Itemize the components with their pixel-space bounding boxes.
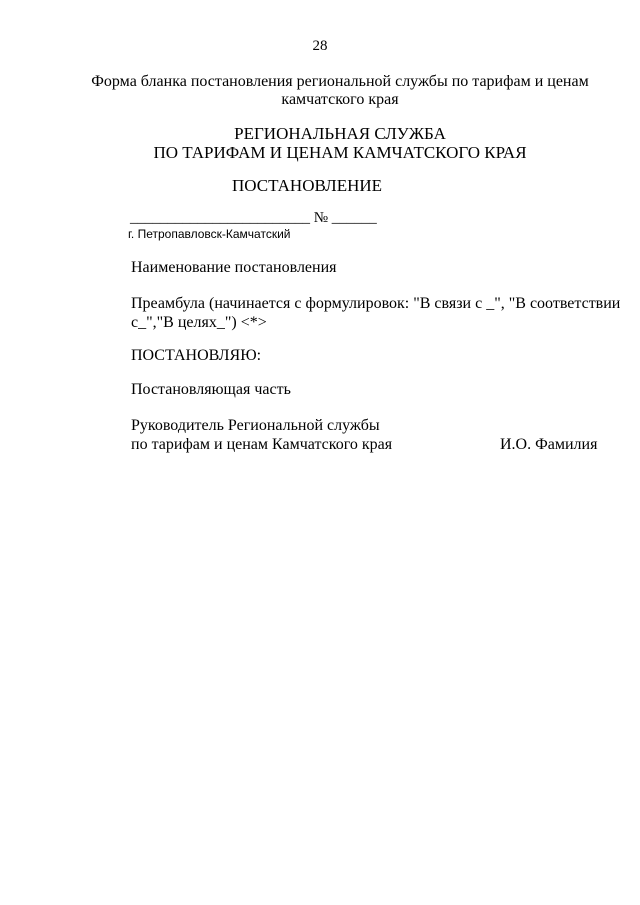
preamble-line-2: с_","В целях_") <*> — [131, 314, 267, 331]
form-title-line-2: камчатского края — [281, 91, 399, 108]
decree-heading: ПОСТАНОВЛЯЮ: — [131, 347, 262, 364]
signer-name: И.О. Фамилия — [500, 436, 598, 453]
resolution-name: Наименование постановления — [131, 259, 337, 276]
form-title — [0, 73, 640, 109]
signer-block — [131, 416, 392, 454]
preamble — [131, 294, 620, 332]
organization-line-2: ПО ТАРИФАМ И ЦЕНАМ КАМЧАТСКОГО КРАЯ — [153, 143, 527, 162]
document-type-heading: ПОСТАНОВЛЕНИЕ — [232, 176, 383, 195]
signer-title-line-2: по тарифам и ценам Камчатского края — [131, 436, 393, 453]
organization-line-1: РЕГИОНАЛЬНАЯ СЛУЖБА — [234, 124, 446, 143]
preamble-line-1: Преамбула (начинается с формулировок: "В связи с _", "В соответствии — [131, 295, 621, 312]
page-number: 28 — [312, 38, 328, 54]
form-title-line-1: Форма бланка постановления региональной службы по тарифам и ценам — [91, 73, 589, 90]
city-label: г. Петропавловск-Камчатский — [128, 227, 291, 241]
organization-header — [0, 124, 640, 162]
date-number-line: ________________________ № ______ — [130, 210, 377, 226]
signer-title-line-1: Руководитель Региональной службы — [131, 417, 380, 434]
operative-part: Постановляющая часть — [131, 381, 291, 398]
